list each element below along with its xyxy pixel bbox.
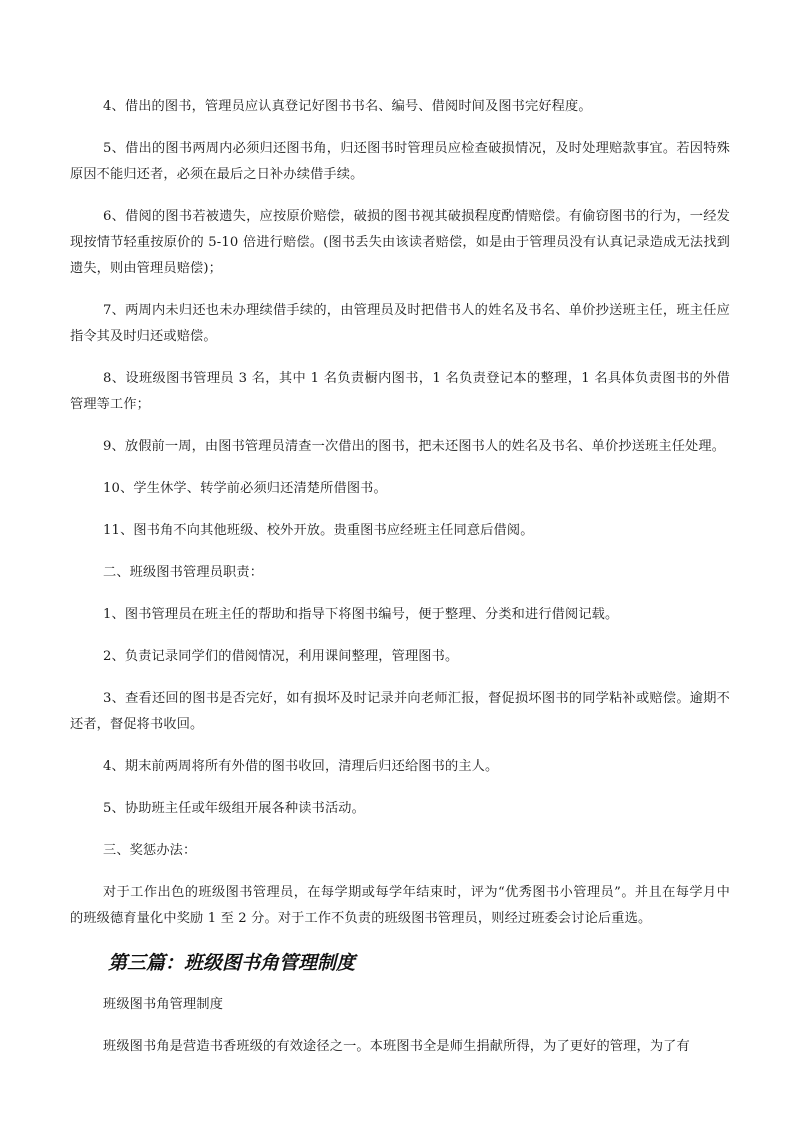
document-page	[70, 94, 730, 1076]
chapter-heading: 第三篇：班级图书角管理制度	[108, 952, 356, 974]
duty-paragraph-2: 2、负责记录同学们的借阅情况，利用课间整理，管理图书。	[103, 649, 459, 664]
rule-paragraph-4: 4、借出的图书，管理员应认真登记好图书书名、编号、借阅时间及图书完好程度。	[103, 99, 592, 114]
rule-paragraph-11: 11、图书角不向其他班级、校外开放。贵重图书应经班主任同意后借阅。	[103, 523, 534, 538]
section-two-title: 二、班级图书管理员职责：	[103, 565, 264, 580]
duty-paragraph-5: 5、协助班主任或年级组开展各种读书活动。	[103, 801, 365, 816]
rule-paragraph-6: 6、借阅的图书若被遗失，应按原价赔偿，破损的图书视其破损程度酌情赔偿。有偷窃图书的行为，一经发现按情节轻重按原价的 5-10 倍进行赔偿。(图书丢失由该读者赔偿，如是由于管理员没有认真记录造成无法找到遗失，则由管理员赔偿)；	[70, 209, 730, 276]
section-three-title: 三、奖惩办法：	[103, 843, 197, 858]
rule-paragraph-8: 8、设班级图书管理员 3 名，其中 1 名负责橱内图书，1 名负责登记本的整理，1 名具体负责图书的外借管理等工作；	[70, 371, 730, 412]
duty-paragraph-4: 4、期末前两周将所有外借的图书收回，清理后归还给图书的主人。	[103, 759, 499, 774]
rule-paragraph-5: 5、借出的图书两周内必须归还图书角，归还图书时管理员应检查破损情况，及时处理赔款事宜。若因特殊原因不能归还者，必须在最后之日补办续借手续。	[70, 141, 730, 182]
rule-paragraph-10: 10、学生休学、转学前必须归还清楚所借图书。	[103, 481, 387, 496]
duty-paragraph-3: 3、查看还回的图书是否完好，如有损坏及时记录并向老师汇报，督促损坏图书的同学粘补或赔偿。逾期不还者，督促将书收回。	[70, 691, 730, 732]
chapter-intro-paragraph: 班级图书角是营造书香班级的有效途径之一。本班图书全是师生捐献所得，为了更好的管理，为了有	[103, 1039, 690, 1054]
chapter-subtitle: 班级图书角管理制度	[103, 997, 224, 1012]
reward-paragraph: 对于工作出色的班级图书管理员，在每学期或每学年结束时，评为“优秀图书小管理员”。并且在每学月中的班级德育量化中奖励 1 至 2 分。对于工作不负责的班级图书管理员，则经过班委会讨论后重选。	[70, 885, 730, 926]
rule-paragraph-9: 9、放假前一周，由图书管理员清查一次借出的图书，把未还图书人的姓名及书名、单价抄送班主任处理。	[103, 439, 726, 454]
rule-paragraph-7: 7、两周内未归还也未办理续借手续的，由管理员及时把借书人的姓名及书名、单价抄送班主任，班主任应指令其及时归还或赔偿。	[70, 303, 730, 344]
duty-paragraph-1: 1、图书管理员在班主任的帮助和指导下将图书编号，便于整理、分类和进行借阅记载。	[103, 607, 619, 622]
